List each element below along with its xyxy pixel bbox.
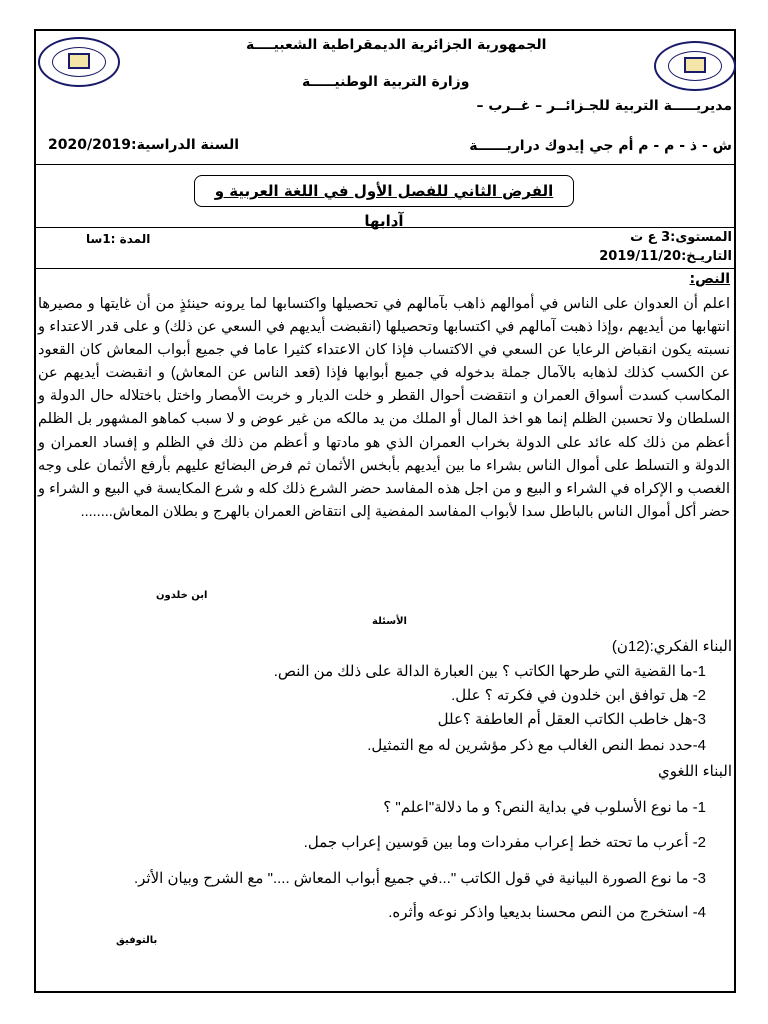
passage-author: ابن خلدون [156,590,208,601]
date: التاريـخ:2019/11/20 [599,249,732,264]
republic-line: الجمهورية الجزائرية الديمقراطية الشعبيــــة [246,37,547,53]
section2-q4: 4- استخرج من النص محسنا بديعيا واذكر نوعه وأثره. [388,904,706,921]
passage: اعلم أن العدوان على الناس في أموالهم ذاهب بآمالهم في تحصيلها واكتسابها لما يرونه حينئذٍ من أن غايتها و مصيرها انتهابها من أيديهم ،وإذا ذهبت آمالهم في اكتسابها وتحصيلها (انقبضت أيديهم في السعي عن ذلك) و على قدر الاعتداء و نسبته يكون انقباض الرعايا عن السعي في الاكتساب فإذا كان الاعتداء كثيرا عاما في جميع أبواب المعاش كان القعود عن الكسب كذلك لذهابه بالآمال جملة بدخوله في جميع أبوابها فإذا (قعد الناس عن المعاش) و انقبضت أيديهم عن المكاسب كسدت أسواق العمران و انتقضت أحوال القطر و خلت الديار و خربت الأمصار واختل باختلاله حال الدولة و السلطان ولا تحسبن الظلم إنما هو اخذ المال أو الملك من يد مالكه من غير عوض و لا سبب كماهو المشهور بل الظلم أعظم من ذلك كله عائد على الدولة بخراب العمران الذي هو مادتها و أعظم من ذلك في الظلم و إفساد العمران و الدولة و التسلط على أموال الناس بشراء ما بين أيديهم بأبخس الأثمان ثم فرض البضائع عليهم بأرفع الأثمان على وجه الغصب و الإكراه في الشراء و البيع و من اجل هذه المفاسد حضر الشرع ذلك كله و شرع المكايسة في البيع و الشراء و حضر أكل أموال الناس بالباطل سدا لأبواب المفاسد المفضية إلى انتقاض العمران بالهرج و بطلان المعاش........ [38,296,730,520]
exam-sheet [34,29,736,993]
section2-q1: 1- ما نوع الأسلوب في بداية النص؟ و ما دلالة"اعلم" ؟ [383,799,706,816]
school-year: السنة الدراسية:2020/2019 [48,137,239,153]
section1-q4: 4-حدد نمط النص الغالب مع ذكر مؤشرين له مع التمثيل. [367,737,706,754]
school-seal-right [654,41,736,91]
section2-heading: البناء اللغوي [657,763,732,780]
section1-q3: 3-هل خاطب الكاتب العقل أم العاطفة ؟علل [437,711,706,728]
section2-q3: 3- ما نوع الصورة البيانية في قول الكاتب "...في جميع أبواب المعاش ...." مع الشرح وبيان الأثر. [133,870,706,887]
text-heading: النص: [689,271,730,287]
level: المستوى:3 ع ت [630,230,732,245]
questions-heading: الأسئلة [372,616,407,627]
section2-q2: 2- أعرب ما تحته خط إعراب مفردات وما بين قوسين إعراب جمل. [303,834,706,851]
directorate-line: مديريـــــة التربية للجـزائــر – غــرب – [476,98,732,114]
meta-divider [36,268,734,269]
closing-wish: بالتوفيق [116,935,158,946]
section1-q2: 2- هل توافق ابن خلدون في فكرته ؟ علل. [451,687,706,704]
section1-q1: 1-ما القضية التي طرحها الكاتب ؟ بين العبارة الدالة على ذلك من النص. [273,663,706,680]
school-seal-left [38,37,120,87]
ministry-line: وزارة التربية الوطنيـــــة [302,74,470,90]
section1-heading: البناء الفكري:(12ن) [611,638,732,655]
duration: المدة :1سا [86,232,151,246]
exam-title: الفرض الثاني للفصل الأول في اللغة العربية و آدابها [194,175,574,207]
school-line: ش - ذ - م - م أم جي إيدوك دراريــــــة [469,138,732,154]
header-divider [36,164,734,165]
title-divider [36,227,734,228]
